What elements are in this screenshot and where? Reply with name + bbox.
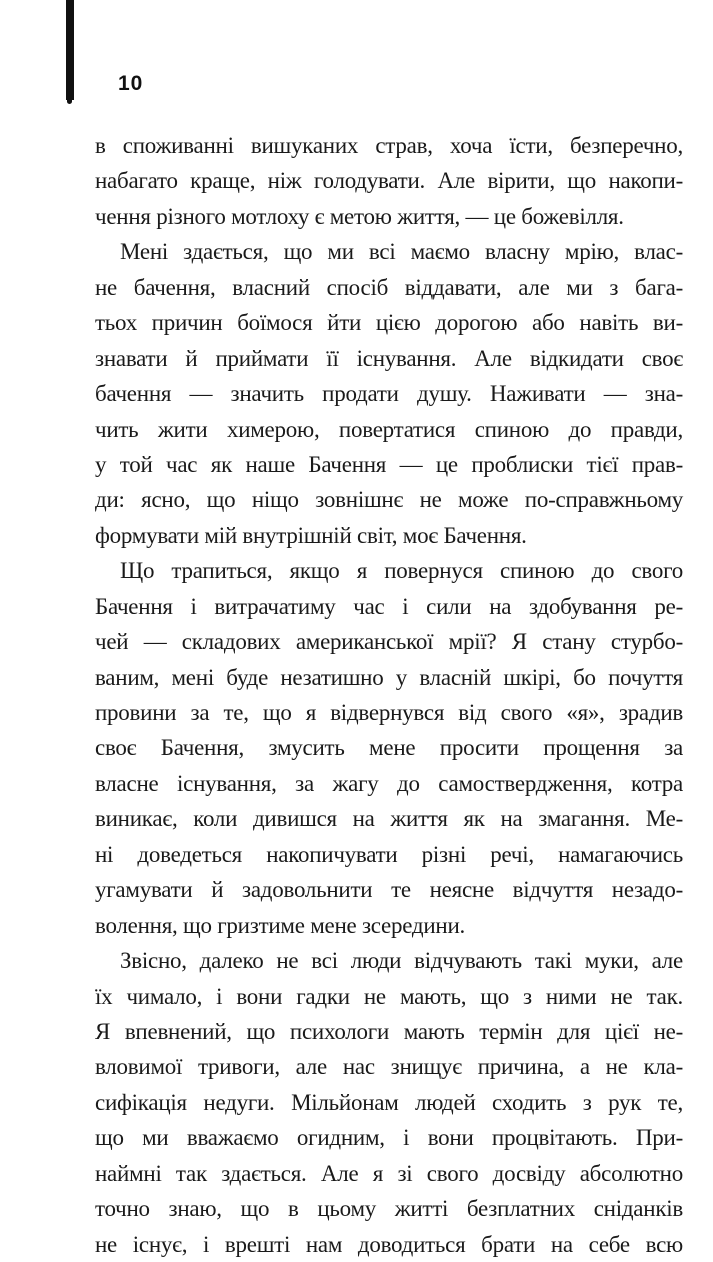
text-line: тьох причин боїмося йти цією дорогою або навіть ви- (95, 310, 683, 336)
text-line: чей — складових американської мрії? Я стану стурбо- (95, 629, 683, 655)
text-line: Мені здається, що ми всі маємо власну мрію, влас- (120, 239, 683, 265)
text-line: Бачення і витрачатиму час і сили на здобування ре- (95, 593, 683, 619)
text-line: ди: ясно, що ніщо зовнішнє не може по-справжньому (95, 487, 683, 513)
text-line: набагато краще, ніж голодувати. Але вірити, що накопи- (95, 168, 683, 194)
text-line: формувати мій внутрішній світ, моє Бачення. (95, 522, 527, 548)
text-line: власне існування, за жагу до самоствердження, котра (95, 770, 683, 796)
text-line: не бачення, власний спосіб віддавати, але ми з бага- (95, 274, 683, 300)
text-line: своє Бачення, змусить мене просити прощення за (95, 735, 683, 761)
body-text (95, 128, 683, 1262)
text-line: ні доведеться накопичувати різні речі, намагаючись (95, 841, 683, 867)
text-line: волення, що гризтиме мене зсередини. (95, 912, 466, 938)
page-number: 10 (118, 72, 144, 95)
text-line: що ми вважаємо огидним, і вони процвітають. При- (95, 1125, 683, 1151)
text-line: чить жити химерою, повертатися спиною до правди, (95, 416, 683, 442)
text-line: їх чимало, і вони гадки не мають, що з ними не так. (95, 983, 683, 1009)
page-edge-bar (66, 0, 74, 100)
text-line: у той час як наше Бачення — це проблиски тієї прав- (95, 451, 683, 477)
text-line: провини за те, що я відвернувся від свого «я», зрадив (95, 700, 683, 725)
text-line: точно знаю, що в цьому житті безплатних сніданків (95, 1196, 683, 1222)
text-line: наймні так здається. Але я зі свого досвіду абсолютно (95, 1160, 683, 1186)
text-line: Я впевнений, що психологи мають термін для цієї не- (95, 1018, 683, 1044)
text-line: бачення — значить продати душу. Наживати — зна- (95, 381, 683, 407)
text-line: в споживанні вишуканих страв, хоча їсти, безперечно, (95, 133, 683, 158)
text-line: не існує, і врешті нам доводиться брати на себе всю (95, 1231, 683, 1257)
text-line: Звісно, далеко не всі люди відчувають такі муки, але (120, 948, 683, 974)
text-line: виникає, коли дивишся на життя як на змагання. Ме- (95, 806, 683, 832)
text-line: сифікація недуги. Мільйонам людей сходить з рук те, (95, 1089, 683, 1115)
text-line: ваним, мені буде незатишно у власній шкірі, бо почуття (95, 664, 683, 690)
text-line: чення різного мотлоху є метою життя, — це божевілля. (95, 203, 624, 229)
text-line: Що трапиться, якщо я повернуся спиною до свого (120, 558, 683, 584)
text-line: угамувати й задовольнити те неясне відчуття незадо- (95, 877, 683, 903)
text-line: знавати й приймати її існування. Але відкидати своє (95, 345, 683, 371)
text-line: вловимої тривоги, але нас знищує причина, а не кла- (95, 1054, 683, 1080)
